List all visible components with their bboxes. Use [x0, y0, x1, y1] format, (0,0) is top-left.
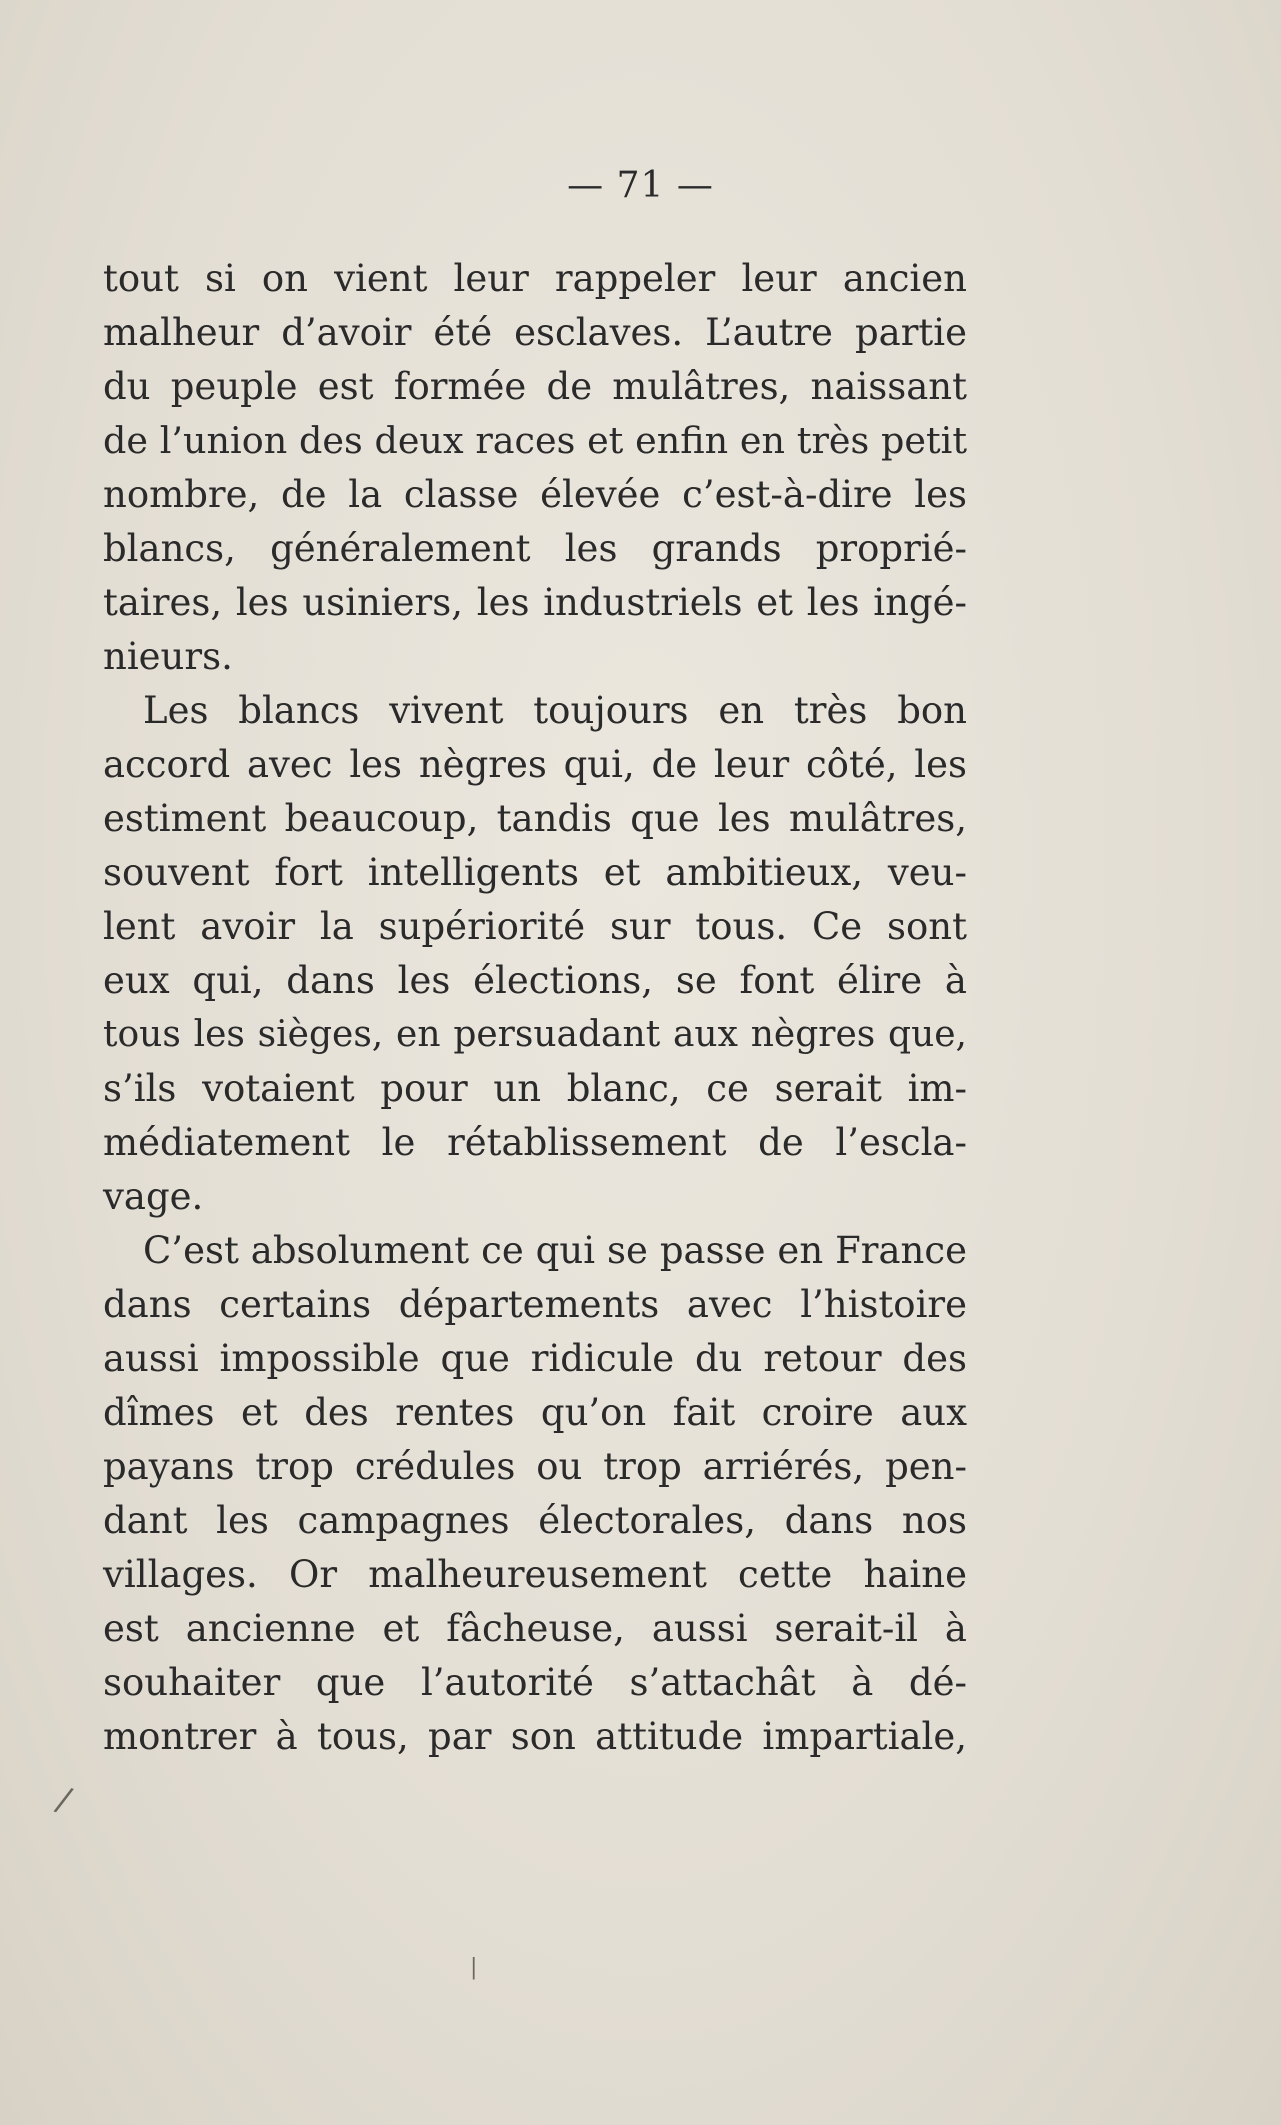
text-line: vage.: [103, 1175, 204, 1218]
text-line: payans trop crédules ou trop arriérés, pen-: [103, 1445, 967, 1488]
text-line: nombre, de la classe élevée c’est-à-dire les: [103, 473, 967, 516]
paragraph: [103, 252, 967, 684]
paper-speck: |: [470, 1955, 478, 1980]
text-line: souvent fort intelligents et ambitieux, veu-: [103, 851, 967, 894]
text-line: aussi impossible que ridicule du retour des: [103, 1337, 967, 1380]
text-line: villages. Or malheureusement cette haine: [103, 1553, 967, 1596]
text-line: est ancienne et fâcheuse, aussi serait-il à: [103, 1607, 967, 1650]
text-line: blancs, généralement les grands proprié-: [103, 527, 967, 570]
paper-scratch: /: [51, 1779, 76, 1821]
text-line: eux qui, dans les élections, se font élire à: [103, 959, 967, 1002]
text-line: tout si on vient leur rappeler leur ancien: [103, 257, 967, 300]
text-line: souhaiter que l’autorité s’attachât à dé-: [103, 1661, 967, 1704]
text-line: dant les campagnes électorales, dans nos: [103, 1499, 967, 1542]
text-line: Les blancs vivent toujours en très bon: [143, 689, 967, 732]
page-number: — 71 —: [567, 165, 714, 206]
text-line: de l’union des deux races et enfin en très petit: [103, 419, 967, 462]
body-text: [103, 252, 967, 1764]
text-line: dîmes et des rentes qu’on fait croire aux: [103, 1391, 967, 1434]
text-line: estiment beaucoup, tandis que les mulâtres,: [103, 797, 967, 840]
text-line: C’est absolument ce qui se passe en France: [143, 1229, 967, 1272]
text-line: montrer à tous, par son attitude impartiale,: [103, 1715, 967, 1758]
text-line: tous les sièges, en persuadant aux nègres que,: [103, 1014, 967, 1055]
text-line: accord avec les nègres qui, de leur côté, les: [103, 743, 967, 786]
text-line: dans certains départements avec l’histoire: [103, 1283, 967, 1326]
paragraph: [103, 684, 967, 1224]
text-line: médiatement le rétablissement de l’escla-: [103, 1121, 967, 1164]
text-line: s’ils votaient pour un blanc, ce serait im-: [103, 1067, 967, 1110]
paragraph: [103, 1224, 967, 1764]
text-line: lent avoir la supériorité sur tous. Ce sont: [103, 905, 967, 948]
text-line: nieurs.: [103, 635, 233, 678]
text-line: taires, les usiniers, les industriels et les ingé-: [103, 581, 967, 624]
text-line: malheur d’avoir été esclaves. L’autre partie: [103, 311, 967, 354]
text-line: du peuple est formée de mulâtres, naissant: [103, 365, 967, 408]
